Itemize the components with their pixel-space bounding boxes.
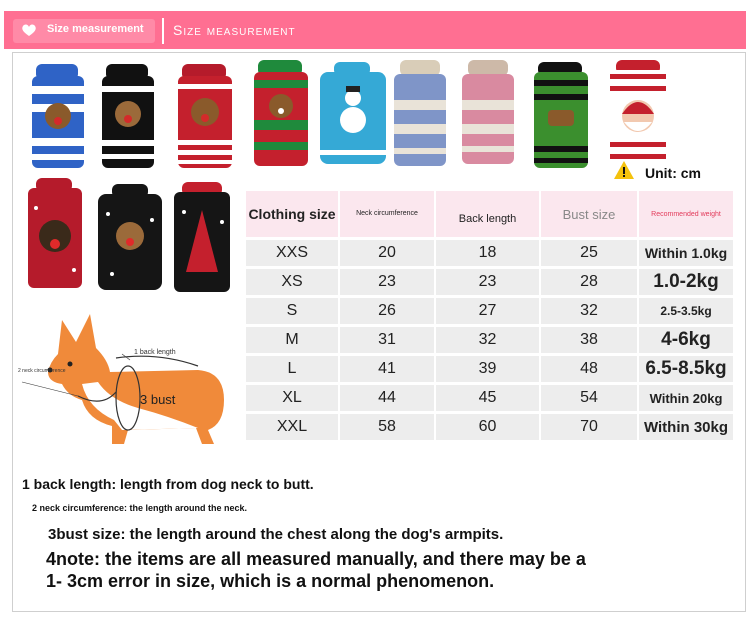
table-row [246, 240, 733, 266]
snowman-sweater [320, 62, 386, 164]
back-length-label: 1 back length [134, 349, 176, 356]
cell-size: XS [246, 269, 338, 295]
black-snowflake-sweater [98, 184, 162, 290]
header-tag [13, 19, 155, 43]
cell-neck: 20 [340, 240, 434, 266]
cell-bust: 38 [541, 327, 637, 353]
cell-size: XXL [246, 414, 338, 440]
cell-back: 39 [436, 356, 539, 382]
green-reindeer-sweater [534, 62, 588, 168]
header-back-length: Back length [436, 191, 539, 237]
cell-size: S [246, 298, 338, 324]
cell-back: 27 [436, 298, 539, 324]
cell-back: 60 [436, 414, 539, 440]
cell-neck: 23 [340, 269, 434, 295]
cell-weight: Within 1.0kg [639, 240, 733, 266]
red-snowflake-sweater [28, 178, 82, 288]
heart-icon [21, 22, 37, 38]
cell-weight: Within 20kg [639, 385, 733, 411]
cell-bust: 70 [541, 414, 637, 440]
cell-bust: 48 [541, 356, 637, 382]
table-row [246, 298, 733, 324]
cell-size: L [246, 356, 338, 382]
unit-label: Unit: cm [645, 165, 701, 181]
table-row [246, 269, 733, 295]
warning-icon [613, 160, 635, 180]
table-row [246, 385, 733, 411]
blue-reindeer-sweater [32, 64, 84, 168]
note-neck: 2 neck circumference: the length around the neck. [32, 503, 248, 513]
dog-measurement-diagram [18, 312, 240, 452]
header-recommended-weight: Recommended weight [639, 191, 733, 237]
bust-label: 3 bust [140, 392, 176, 407]
note-bust: 3bust size: the length around the chest along the dog's armpits. [48, 526, 504, 543]
note-measurement-1: 4note: the items are all measured manually, and there may be a [46, 549, 586, 569]
note-back-length: 1 back length: length from dog neck to butt. [22, 476, 314, 492]
cell-size: XXS [246, 240, 338, 266]
cell-size: XL [246, 385, 338, 411]
tree-sweater [174, 182, 230, 292]
header-divider [162, 18, 164, 44]
cell-neck: 41 [340, 356, 434, 382]
table-row [246, 356, 733, 382]
cell-weight: 1.0-2kg [639, 269, 733, 295]
cell-bust: 25 [541, 240, 637, 266]
cell-weight: 6.5-8.5kg [639, 356, 733, 382]
note-measurement-2: 1- 3cm error in size, which is a normal phenomenon. [46, 571, 495, 591]
header-tag-label: Size measurement [47, 23, 144, 35]
cell-weight: Within 30kg [639, 414, 733, 440]
page-title: Size measurement [173, 22, 296, 38]
header-clothing-size: Clothing size [246, 191, 338, 237]
cell-bust: 32 [541, 298, 637, 324]
pink-pompom-sweater [462, 60, 514, 164]
cell-neck: 26 [340, 298, 434, 324]
table-row [246, 414, 733, 440]
table-row [246, 327, 733, 353]
neck-label: 2 neck circumference [18, 368, 66, 374]
cell-back: 18 [436, 240, 539, 266]
red-reindeer-sweater [178, 64, 232, 168]
cell-bust: 54 [541, 385, 637, 411]
cell-weight: 4-6kg [639, 327, 733, 353]
santa-sweater [610, 60, 666, 164]
cell-back: 23 [436, 269, 539, 295]
cell-neck: 31 [340, 327, 434, 353]
header-neck: Neck circumference [340, 191, 434, 237]
black-reindeer-sweater [102, 64, 154, 168]
header-bust-size: Bust size [541, 191, 637, 237]
table-header-row [246, 191, 733, 237]
cell-neck: 44 [340, 385, 434, 411]
blue-pompom-sweater [394, 60, 446, 166]
size-table [244, 188, 735, 443]
header-bar [4, 11, 746, 49]
cell-neck: 58 [340, 414, 434, 440]
green-red-reindeer-sweater [254, 60, 308, 166]
cell-size: M [246, 327, 338, 353]
cell-back: 32 [436, 327, 539, 353]
cell-bust: 28 [541, 269, 637, 295]
cell-back: 45 [436, 385, 539, 411]
cell-weight: 2.5-3.5kg [639, 298, 733, 324]
